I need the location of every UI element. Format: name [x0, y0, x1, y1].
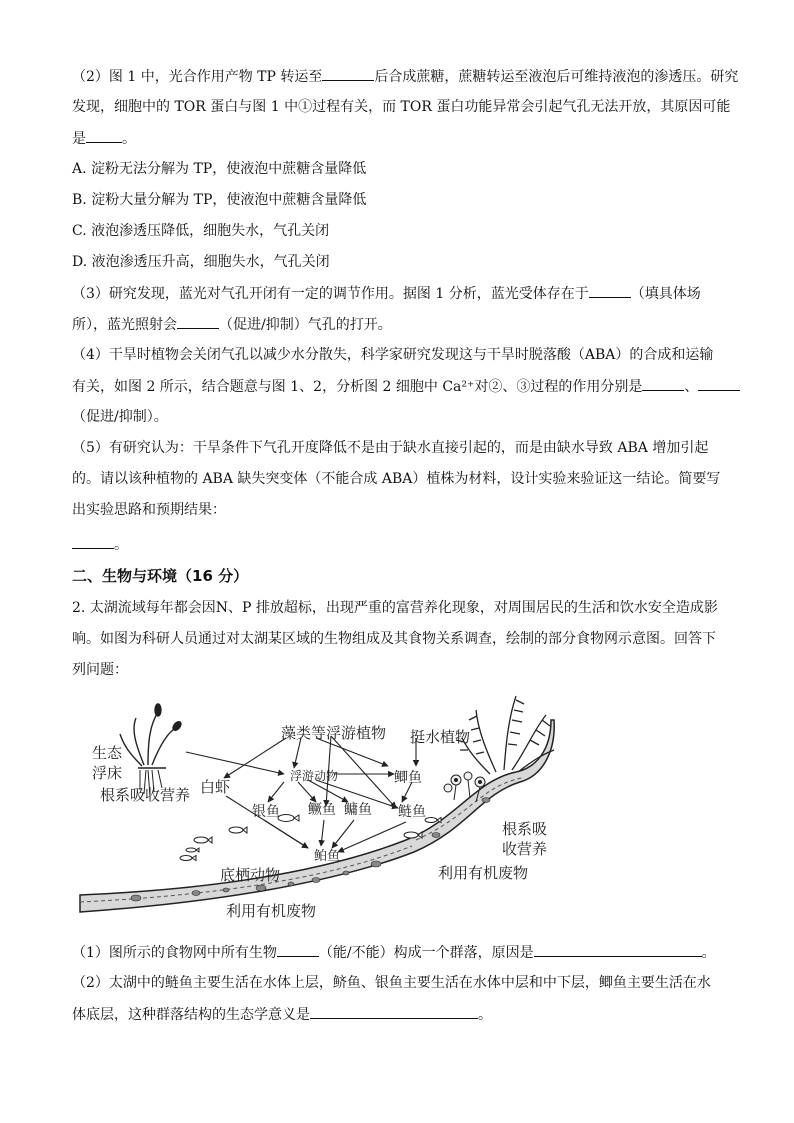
- q1-part3-line2: [72, 314, 392, 335]
- option-b: B. 淀粉大量分解为 TP，使液泡中蔗糖含量降低: [72, 192, 367, 208]
- label-chub: 鲌鱼: [314, 849, 341, 864]
- q1-part2-line3: [72, 128, 136, 149]
- text: 。: [122, 131, 136, 147]
- text: 体底层，这种群落结构的生态学意义是: [72, 1007, 310, 1023]
- label-root-absorb: 根系吸收营养: [100, 786, 191, 804]
- text: 。: [114, 537, 128, 553]
- text: （3）研究发现，蓝光对气孔开闭有一定的调节作用。据图 1 分析，蓝光受体存在于: [72, 286, 589, 302]
- label-silver-fish: 银鱼: [252, 804, 280, 820]
- label-silver-carp: 鲢鱼: [398, 804, 426, 820]
- option-a: A. 淀粉无法分解为 TP，使液泡中蔗糖含量降低: [72, 161, 367, 177]
- text: 。: [478, 1007, 492, 1023]
- text: 。: [701, 945, 716, 961]
- q2-stem-line3: 列问题：: [72, 662, 128, 678]
- answer-blank[interactable]: [698, 376, 740, 391]
- q1-part5-line2: 的。请以该种植物的 ABA 缺失突变体（不能合成 ABA）植株为材料，设计实验来验证这一结论。简要写: [72, 471, 721, 487]
- q2-sub2-line2: [72, 1004, 492, 1025]
- label-emergent: 挺水植物: [410, 728, 471, 746]
- q1-part3-line1: [72, 283, 701, 304]
- option-d: D. 液泡渗透压升高，细胞失水，气孔关闭: [72, 254, 330, 270]
- answer-blank[interactable]: [86, 128, 122, 143]
- q2-sub1: [72, 942, 716, 963]
- answer-blank[interactable]: [642, 376, 684, 391]
- label-benthic: 底栖动物: [220, 866, 281, 884]
- label-shrimp: 白虾: [200, 778, 231, 796]
- text: 、: [684, 379, 699, 395]
- label-organic-waste-bottom: 利用有机废物: [226, 902, 317, 920]
- q1-part5-line3: 出实验思路和预期结果：: [72, 502, 226, 518]
- text: （填具体场: [630, 286, 701, 302]
- label-float-bed-1: 生态: [92, 744, 123, 762]
- text: （2）图 1 中，光合作用产物 TP 转运至: [72, 69, 323, 85]
- answer-blank[interactable]: [310, 1004, 478, 1019]
- q2-stem-line2: 响。如图为科研人员通过对太湖某区域的生物组成及其食物关系调查，绘制的部分食物网示意图。回答下: [72, 631, 716, 647]
- label-crucian: 鲫鱼: [394, 770, 422, 786]
- text: 是: [72, 131, 86, 147]
- label-float-bed-2: 浮床: [92, 764, 123, 782]
- floating-bed-plant: [120, 704, 183, 796]
- q1-part4-line1: （4）干旱时植物会关闭气孔以减少水分散失，科学家研究发现这与干旱时脱落酸（ABA）的合成和运输: [72, 347, 714, 363]
- text: （能/不能）构成一个群落，原因是: [318, 945, 534, 961]
- q1-part2-line1: [72, 66, 738, 87]
- q1-part4-line3: （促进/抑制）。: [72, 409, 168, 425]
- q1-part2-line2: 发现，细胞中的 TOR 蛋白与图 1 中①过程有关，而 TOR 蛋白功能异常会引起气孔无法开放，其原因可能: [72, 99, 731, 115]
- option-c: C. 液泡渗透压降低，细胞失水，气孔关闭: [72, 223, 330, 239]
- text: 所），蓝光照射会: [72, 317, 177, 333]
- label-zooplankton: 浮游动物: [290, 769, 339, 783]
- answer-blank[interactable]: [177, 314, 219, 329]
- text: 后合成蔗糖，蔗糖转运至液泡后可维持液泡的渗透压。研究: [374, 69, 739, 85]
- label-mandarin: 鳜鱼: [308, 802, 336, 818]
- label-root-absorb-2b: 收营养: [502, 840, 548, 858]
- answer-blank[interactable]: [322, 66, 374, 81]
- answer-blank[interactable]: [534, 942, 702, 957]
- text: 有关，如图 2 所示，结合题意与图 1、2，分析图 2 细胞中 Ca²⁺对②、③过程的作用分别是: [72, 379, 643, 395]
- q1-part4-line2: [72, 376, 740, 397]
- q1-part5-line4: [72, 534, 128, 555]
- q2-sub2-line1: （2）太湖中的鲢鱼主要生活在水体上层，鲚鱼、银鱼主要生活在水体中层和中下层，鲫鱼主要生活在水: [72, 975, 711, 991]
- label-algae: 藻类等浮游植物: [281, 724, 387, 742]
- section-heading: 二、生物与环境（16 分）: [72, 567, 249, 585]
- q1-part5-line1: （5）有研究认为：干旱条件下气孔开度降低不是由于缺水直接引起的，而是由缺水导致 ABA 增加引起: [72, 440, 709, 456]
- text: （1）图所示的食物网中所有生物: [72, 945, 277, 961]
- label-root-absorb-2a: 根系吸: [502, 820, 548, 838]
- answer-blank[interactable]: [589, 283, 631, 298]
- food-web-figure: [76, 690, 566, 925]
- label-organic-waste-right: 利用有机废物: [438, 864, 529, 882]
- label-bighead: 鳙鱼: [344, 802, 372, 818]
- text: （促进/抑制）气孔的打开。: [219, 317, 392, 333]
- q2-stem-line1: 2. 太湖流域每年都会因N、P 排放超标，出现严重的富营养化现象，对周围居民的生活和饮水安全造成影: [72, 600, 718, 616]
- answer-blank[interactable]: [277, 942, 319, 957]
- answer-blank[interactable]: [72, 534, 114, 549]
